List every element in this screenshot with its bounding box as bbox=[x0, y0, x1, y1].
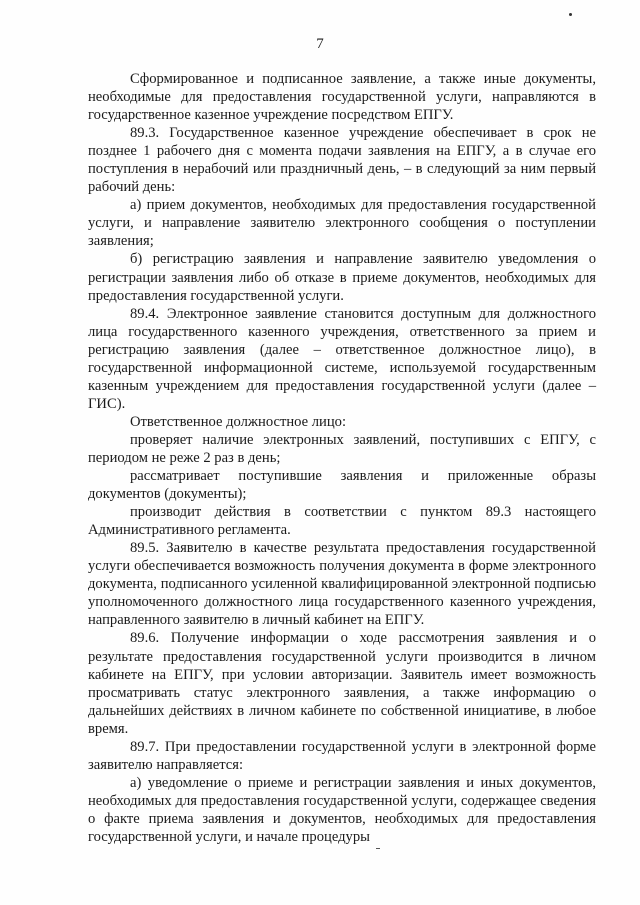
paragraph: б) регистрацию заявления и направление заявителю уведомления о регистрации заявления либо об отказе в приеме документов, необходимых для предоставления государственной услуги. bbox=[88, 251, 596, 304]
paragraph: проверяет наличие электронных заявлений, поступивших с ЕПГУ, с периодом не реже 2 раз в день; bbox=[88, 431, 596, 466]
paragraph: производит действия в соответствии с пунктом 89.3 настоящего Административного регламента. bbox=[88, 504, 596, 539]
document-body bbox=[88, 70, 596, 846]
page-number: 7 bbox=[316, 36, 324, 52]
paragraph-continued: а) уведомление о приеме и регистрации заявления и иных документов, необходимых для предоставления государственной услуги, содержащее сведения о факте приема заявления и документов, необходимых для предоставления государственной услуги, и начале процедуры bbox=[88, 774, 596, 845]
paragraph: рассматривает поступившие заявления и приложенные образы документов (документы); bbox=[88, 468, 596, 503]
paragraph: а) прием документов, необходимых для предоставления государственной услуги, и направление заявителю электронного сообщения о поступлении заявления; bbox=[88, 197, 596, 250]
paragraph: 89.3. Государственное казенное учреждение обеспечивает в срок не позднее 1 рабочего дня с момента подачи заявления на ЕПГУ, а в случае его поступления в нерабочий или праздничный день, – в следующий за ним первый рабочий день: bbox=[88, 125, 596, 196]
scan-mark-bottom bbox=[376, 848, 380, 849]
paragraph: 89.4. Электронное заявление становится доступным для должностного лица государственного казенного учреждения, ответственного за прием и регистрацию заявления (далее – ответственное должностное лицо), в государственной информационной системе, используемой государственным казенным учреждением для предоставления государственной услуги (далее – ГИС). bbox=[88, 305, 596, 412]
paragraph: Сформированное и подписанное заявление, а также иные документы, необходимые для предоставления государственной услуги, направляются в государственное казенное учреждение посредством ЕПГУ. bbox=[88, 71, 596, 124]
paragraph: Ответственное должностное лицо: bbox=[130, 413, 346, 430]
paragraph: 89.7. При предоставлении государственной услуги в электронной форме заявителю направляется: bbox=[88, 738, 596, 773]
paragraph: 89.5. Заявителю в качестве результата предоставления государственной услуги обеспечивается возможность получения документа в форме электронного документа, подписанного усиленной квалифицированной электронной подписью уполномоченного должностного лица государственного казенного учреждения, направленного заявителю в личный кабинет на ЕПГУ. bbox=[88, 540, 596, 629]
scan-mark-top bbox=[569, 13, 572, 16]
paragraph: 89.6. Получение информации о ходе рассмотрения заявления и о результате предоставления государственной услуги производится в личном кабинете на ЕПГУ, при условии авторизации. Заявитель имеет возможность просматривать статус электронного заявления, а также информацию о дальнейших действиях в личном кабинете по собственной инициативе, в любое время. bbox=[88, 630, 596, 737]
